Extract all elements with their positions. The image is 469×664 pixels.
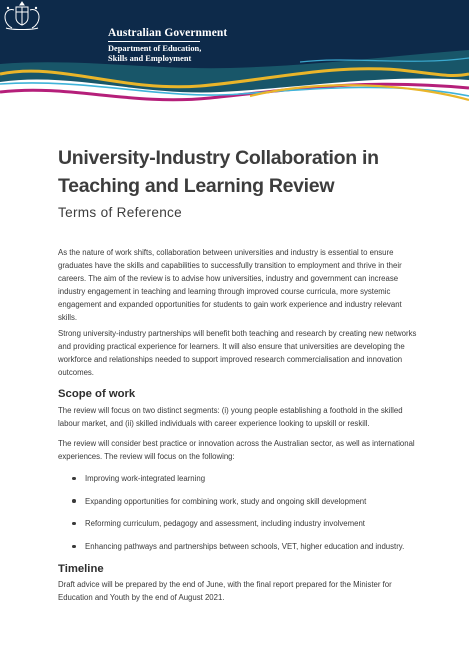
scope-paragraph-2: The review will consider best practice or innovation across the Australian sector, as well as international experiences. The review will focus on the following: <box>58 439 415 461</box>
government-name: Australian Government <box>108 27 228 39</box>
header-divider <box>108 41 200 42</box>
document-subtitle: Terms of Reference <box>58 205 183 220</box>
list-item <box>58 540 438 553</box>
department-line-2: Skills and Employment <box>108 54 192 63</box>
header-banner <box>0 0 469 120</box>
bullet-icon <box>72 545 76 549</box>
intro-paragraph-2: Strong university-industry partnerships will benefit both teaching and research by creating new networks and providing practical experience for learners. It will also ensure that universities are developing the workforce and relationships needed to support improved research commercialisation and innovation outcomes. <box>58 329 417 377</box>
document-title-line-1: University-Industry Collaboration in <box>58 147 379 169</box>
commonwealth-coat-of-arms-icon <box>0 0 44 32</box>
timeline-paragraph: Draft advice will be prepared by the end of June, with the final report prepared for the Minister for Education and Youth by the end of August 2021. <box>58 580 392 602</box>
timeline-heading: Timeline <box>58 563 104 575</box>
department-name <box>108 44 201 64</box>
list-item <box>58 517 438 530</box>
list-item-text: Enhancing pathways and partnerships between schools, VET, higher education and industry. <box>85 542 405 552</box>
scope-heading: Scope of work <box>58 388 136 400</box>
banner-wave-graphic <box>0 0 469 120</box>
document-title <box>58 144 418 200</box>
document-title-line-2: Teaching and Learning Review <box>58 175 335 197</box>
title-block <box>58 144 418 220</box>
bullet-icon <box>72 499 76 503</box>
list-item-text: Expanding opportunities for combining work, study and ongoing skill development <box>85 496 367 506</box>
intro-paragraph-1: As the nature of work shifts, collaboration between universities and industry is essential to ensure graduates have the skills and capabilities to successfully transition to employment and thrive in their careers. The aim of the review is to advise how universities, industry and government can increase industry engagement in teaching and learning through improved course curricula, more systemic engagement and expanded opportunities for students to gain work experience and industry relevant skills. <box>58 248 402 322</box>
list-item-text: Improving work-integrated learning <box>85 474 206 483</box>
list-item <box>58 495 438 508</box>
scope-focus-list <box>58 472 438 563</box>
bullet-icon <box>72 477 76 481</box>
department-line-1: Department of Education, <box>108 44 202 53</box>
list-item <box>58 472 438 485</box>
bullet-icon <box>72 522 76 526</box>
list-item-text: Reforming curriculum, pedagogy and assessment, including industry involvement <box>85 519 365 529</box>
scope-paragraph-1: The review will focus on two distinct segments: (i) young people establishing a foothold in the skilled labour market, and (ii) skilled individuals with career experience looking to upskill or reskill. <box>58 406 403 428</box>
